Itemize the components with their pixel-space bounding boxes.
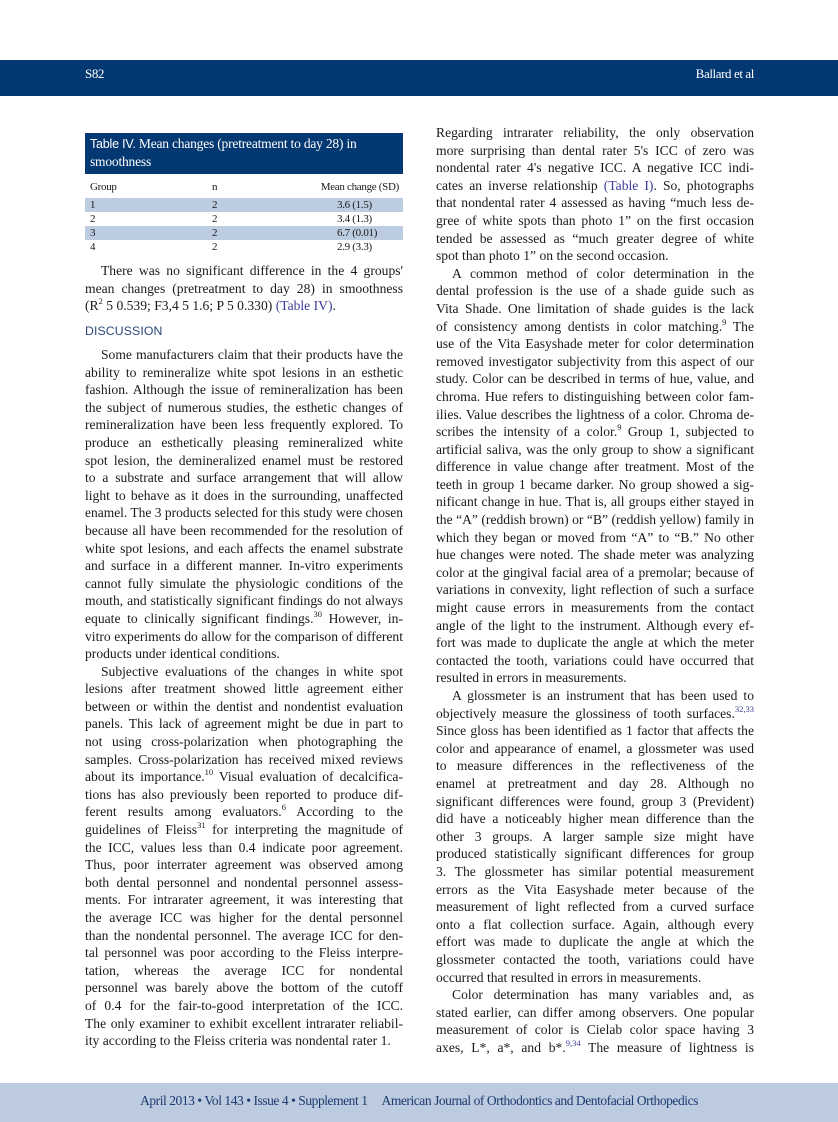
- cell-n: 2: [212, 199, 218, 211]
- text-line: the subject of numerous studies, the esthetic changes of: [85, 399, 403, 415]
- text-line: glossmeter contacted the tooth, variations could have: [436, 951, 754, 967]
- text-line: study. Color can be described in terms of hue, value, and: [436, 371, 754, 387]
- text-line: tions has also previously been reported to produce dif-: [85, 786, 403, 802]
- text-line: variations in convexity, light reflection of such a surface: [436, 582, 754, 598]
- text-line: tation, whereas the average ICC for nondental: [85, 962, 403, 978]
- text-line: because all have been recommended for the resolution of: [85, 522, 403, 538]
- text-line: equate to clinically significant findings.$^{30}$ However, in-: [85, 608, 403, 626]
- text-line: both dental personnel and nondental personnel assess-: [85, 874, 403, 890]
- text-line: produced statistically significant differences for group: [436, 846, 754, 862]
- text-line: other 3 groups. A larger sample size might have: [436, 828, 754, 844]
- text-line: panels. This lack of agreement might be due in part to: [85, 716, 403, 732]
- text-line: A glossmeter is an instrument that has been used to: [452, 688, 754, 703]
- cell-n: 2: [212, 227, 218, 239]
- text-line: axes, L*, a*, and b*.$^{9,34}$ The measure of lightness is: [436, 1037, 754, 1055]
- table-row: [85, 240, 403, 254]
- text-line: resulted in errors in measurements.: [436, 670, 627, 686]
- text-line: Subjective evaluations of the changes in white spot: [101, 663, 403, 679]
- table-header-row: [85, 179, 403, 195]
- text-line: not using cross-polarization when photographing the: [85, 734, 403, 750]
- text-line: than the nondental personnel. The average ICC for den-: [85, 927, 403, 943]
- text-line: color and appearance of enamel, a glossmeter was used: [436, 740, 754, 756]
- right-column-text: [436, 124, 754, 1056]
- text-line: There was no significant difference in the 4 groups': [101, 263, 403, 278]
- text-line: measurement of color is Cielab color space having 3: [436, 1022, 754, 1038]
- text-line: the average ICC was higher for the dental personnel: [85, 910, 403, 925]
- cell-group: 2: [90, 213, 96, 225]
- text-line: gree of white spots than photo 1” on the first occasion: [436, 212, 754, 228]
- citation-superscript[interactable]: 31: [197, 820, 206, 831]
- text-line: enamel. The 3 products selected for this study were chosen: [85, 505, 403, 521]
- text-line: spot than photo 1” on the second occasion.: [436, 248, 669, 264]
- text-line: onto a flat collection surface. Again, although every: [436, 916, 754, 932]
- section-heading-discussion: DISCUSSION: [85, 324, 163, 338]
- cell-mean-change: 3.4 (1.3): [337, 213, 372, 225]
- text-line: nondental rater 4's negative ICC. A negative ICC indi-: [436, 160, 754, 176]
- text-line: that nondental rater 4 assessed as having “much less de-: [436, 195, 754, 211]
- text-line: cannot fully simulate the physiologic conditions of the: [85, 575, 403, 591]
- text-line: The only examiner to exhibit excellent intrarater reliabil-: [85, 1015, 403, 1031]
- text-line: A common method of color determination in the: [452, 265, 754, 281]
- text-line: chroma. Hue refers to distinguishing between color fam-: [436, 388, 754, 404]
- text-line: personnel was barely above the bottom of the cutoff: [85, 980, 403, 996]
- text-line: products under identical conditions.: [85, 646, 280, 662]
- text-line: cates an inverse relationship (Table I). So, photographs: [436, 177, 755, 193]
- text-line: scribes the intensity of a color.$^9$ Group 1, subjected to: [436, 422, 754, 440]
- text-line: more surprising than dental rater 5's ICC of zero was: [436, 142, 754, 158]
- text-line: to measure differences in the reflectiveness of the: [436, 758, 754, 774]
- text-line: errors as the Vita Easyshade meter because of the: [436, 881, 754, 897]
- text-line: the ICC, values less than 0.4 indicate poor agreement.: [85, 839, 403, 855]
- column-header-n: n: [212, 181, 218, 193]
- citation-superscript[interactable]: 32,33: [734, 703, 754, 714]
- text-line: Some manufacturers claim that their products have the: [101, 347, 403, 362]
- text-line: between or within the dentist and nondentist evaluation: [85, 698, 403, 714]
- left-column-text: [85, 346, 403, 1050]
- text-line: Vita Shade. One limitation of shade guides is the lack: [436, 300, 754, 316]
- text-line: stated earlier, can differ among observers. One popular: [436, 1004, 754, 1020]
- table-reference-link[interactable]: (Table IV): [275, 298, 333, 314]
- citation-superscript[interactable]: 30: [313, 608, 322, 619]
- table-title: [85, 133, 403, 174]
- text-line: produce an esthetically pleasing remineralized white: [85, 434, 403, 450]
- table-caption: Mean changes (pretreatment to day 28) in smoothness: [90, 136, 357, 169]
- text-line: Regarding intrarater reliability, the only observation: [436, 125, 754, 140]
- text-line: measurement of light reflected from a curved surface: [436, 899, 754, 915]
- table-label: Table IV.: [90, 137, 136, 151]
- text-line: the “A” (reddish brown) or “B” (reddish yellow) family in: [436, 512, 754, 528]
- running-header-authors: Ballard et al: [695, 66, 754, 81]
- text-line: difference in value change after treatment. Most of the: [436, 459, 754, 475]
- text-line: effort was made to duplicate the angle at which the: [436, 934, 754, 950]
- text-line: white spot lesions, and each affects the enamel substrate: [85, 540, 403, 556]
- footer-issue: April 2013 • Vol 143 • Issue 4 • Supplement 1: [140, 1093, 368, 1108]
- page-footer: [0, 1083, 838, 1122]
- text-line: artificial saliva, was the only group to show a significant: [436, 441, 754, 457]
- cell-n: 2: [212, 213, 218, 225]
- text-line: to a substrate and surface arrangement that will allow: [85, 470, 403, 486]
- text-line: hue changes were noted. The shade meter was analyzing: [436, 547, 754, 563]
- table-row: [85, 198, 403, 212]
- citation-superscript[interactable]: 9: [722, 316, 727, 327]
- text-line: remineralization have been less frequently explored. To: [85, 417, 403, 433]
- text-line: which they began or moved from “A” to “B.” No other: [436, 529, 754, 545]
- text-line: dental profession is the use of a shade guide such as: [436, 283, 754, 299]
- text-line: ferent results among evaluators.$^6$ According to the: [85, 802, 403, 820]
- cell-mean-change: 2.9 (3.3): [337, 241, 372, 253]
- text-line: significant differences were found, group 3 (Prevident): [436, 793, 754, 809]
- text-line: tended be assessed as “much greater degree of white: [436, 230, 754, 246]
- text-line: vitro experiments do allow for the comparison of different: [85, 628, 403, 644]
- text-line: use of the Vita Easyshade meter for color determination: [436, 336, 754, 352]
- text-line: ($R^2$ 5 0.539; F3,4 5 1.6; P 5 0.330) (Table IV).: [85, 296, 336, 314]
- text-line: ability to remineralize white spot lesions in an esthetic: [85, 364, 403, 380]
- citation-superscript[interactable]: 2: [98, 296, 103, 307]
- text-line: ilies. Value describes the lightness of a color. Chroma de-: [436, 406, 754, 422]
- text-line: nificant change in hue. That is, all groups either stayed in: [436, 494, 754, 510]
- text-line: lesions after treatment showed little agreement either: [85, 681, 403, 697]
- cell-group: 3: [90, 227, 96, 239]
- text-line: occurred that resulted in errors in measurements.: [436, 969, 702, 985]
- table-row: [85, 226, 403, 240]
- table-row: [85, 212, 403, 226]
- text-line: 3. The glossmeter has similar potential measurement: [436, 863, 754, 879]
- table-iv: [85, 133, 403, 254]
- page-number: S82: [85, 66, 105, 81]
- text-line: Color determination has many variables and, as: [452, 987, 754, 1003]
- text-line: teeth in group 1 became darker. No group showed a sig-: [436, 476, 754, 492]
- cell-mean-change: 3.6 (1.5): [337, 199, 372, 211]
- text-line: objectively measure the glossiness of tooth surfaces.$^{32,33}$: [436, 703, 754, 721]
- text-line: ity according to the Fleiss criteria was nondental rater 1.: [85, 1033, 391, 1049]
- column-header-mean-change: Mean change (SD): [320, 181, 399, 193]
- citation-superscript[interactable]: 9,34: [565, 1037, 581, 1048]
- text-line: spot lesion, the demineralized enamel must be restored: [85, 452, 403, 468]
- text-line: samples. Cross-polarization has received mixed reviews: [85, 751, 403, 767]
- text-line: mouth, and statistically significant findings do not always: [85, 593, 403, 609]
- text-line: mean changes (pretreatment to day 28) in smoothness: [85, 280, 403, 296]
- running-header: [0, 60, 838, 96]
- column-header-group: Group: [90, 181, 117, 193]
- text-line: ments. For intrarater agreement, it was interesting that: [85, 892, 403, 908]
- text-line: fashion. Although the issue of remineralization has been: [85, 382, 403, 398]
- cell-mean-change: 6.7 (0.01): [337, 227, 378, 239]
- citation-superscript[interactable]: 6: [281, 802, 286, 813]
- text-line: contacted the tooth, variations could have occurred that: [436, 652, 754, 668]
- text-line: about its importance.$^{10}$ Visual evaluation of decalcifica-: [85, 767, 403, 785]
- text-line: of consistency among dentists in color matching.$^9$ The: [436, 316, 754, 334]
- footer-journal: American Journal of Orthodontics and Dentofacial Orthopedics: [381, 1093, 698, 1108]
- text-line: light to behave as it does in the surrounding, unaffected: [85, 487, 403, 503]
- cell-n: 2: [212, 241, 218, 253]
- table-reference-link[interactable]: (Table I): [603, 177, 654, 193]
- citation-superscript[interactable]: 9: [617, 422, 622, 433]
- cell-group: 1: [90, 199, 96, 211]
- text-line: angle of the light to the instrument. Although every ef-: [436, 617, 754, 633]
- text-line: and surface in a different manner. In-vitro experiments: [85, 558, 403, 574]
- citation-superscript[interactable]: 10: [204, 767, 214, 778]
- text-line: tal personnel was poor according to the Fleiss interpre-: [85, 945, 403, 961]
- results-paragraph: [85, 262, 403, 315]
- text-line: Since gloss has been identified as 1 factor that affects the: [436, 723, 754, 739]
- text-line: of 0.4 for the fair-to-good interpretation of the ICC.: [85, 997, 403, 1013]
- text-line: might cause errors in measurements from the contact: [436, 600, 754, 616]
- text-line: enamel at pretreatment and day 28. Although no: [436, 775, 754, 791]
- text-line: color at the gingival facial area of a premolar; because of: [436, 564, 754, 580]
- text-line: did have a noticeably higher mean difference than the: [436, 811, 754, 827]
- text-line: guidelines of Fleiss$^{31}$ for interpreting the magnitude of: [85, 820, 403, 838]
- text-line: removed investigator subjectivity from this aspect of our: [436, 353, 754, 369]
- cell-group: 4: [90, 241, 96, 253]
- text-line: fort was made to duplicate the angle at which the meter: [436, 635, 754, 651]
- text-line: Thus, poor interrater agreement was observed among: [85, 857, 403, 873]
